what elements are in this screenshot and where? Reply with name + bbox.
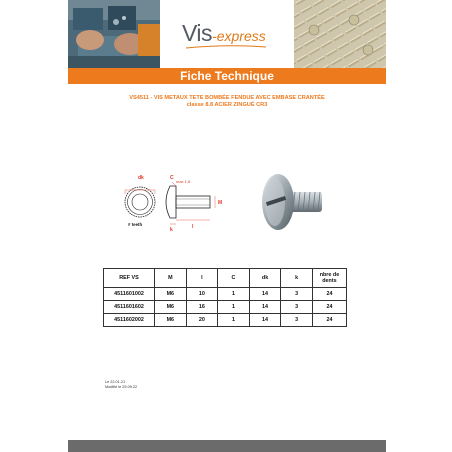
logo-swoosh-icon xyxy=(186,44,266,50)
creation-date: Le 22.01.21 xyxy=(105,380,126,384)
cell-dk: 14 xyxy=(249,314,281,327)
table-row xyxy=(104,301,347,314)
cell-m: M6 xyxy=(155,314,187,327)
side-view-screw xyxy=(166,182,215,224)
label-l: l xyxy=(192,224,194,230)
page-title: Fiche Technique xyxy=(180,69,274,83)
cell-teeth: 24 xyxy=(312,288,346,301)
logo-vis-text: Vis xyxy=(182,20,213,46)
label-teeth: # teeth xyxy=(128,222,143,227)
modified-date: Modifié le 29.09.22 xyxy=(105,385,138,389)
cell-l: 16 xyxy=(186,301,218,314)
label-dk: dk xyxy=(138,175,144,181)
cell-k: 3 xyxy=(281,288,313,301)
cell-c: 1 xyxy=(218,301,250,314)
cell-c: 1 xyxy=(218,314,250,327)
label-c: C xyxy=(170,175,174,181)
cell-teeth: 24 xyxy=(312,314,346,327)
col-k: k xyxy=(281,269,313,288)
label-m: M xyxy=(218,200,223,206)
front-view-serrated-washer xyxy=(125,187,155,217)
label-k: k xyxy=(170,227,173,233)
screws-photo xyxy=(294,0,386,68)
footer-bar xyxy=(68,440,386,452)
cell-c: 1 xyxy=(218,288,250,301)
cell-dk: 14 xyxy=(249,288,281,301)
col-teeth: nbre de dents xyxy=(312,269,346,288)
col-l: l xyxy=(186,269,218,288)
cell-ref: 4511601602 xyxy=(104,301,155,314)
title-bar xyxy=(68,68,386,84)
table-row xyxy=(104,288,347,301)
col-dk: dk xyxy=(249,269,281,288)
product-title: VS4511 - VIS METAUX TETE BOMBÉE FENDUE AVEC EMBASE CRANTÉE xyxy=(129,95,325,101)
col-c: C xyxy=(218,269,250,288)
col-m: M xyxy=(155,269,187,288)
col-ref: REF VS xyxy=(104,269,155,288)
specification-table xyxy=(103,268,347,327)
logo-express-text: -express xyxy=(212,28,266,44)
cell-m: M6 xyxy=(155,288,187,301)
table-row xyxy=(104,314,347,327)
cell-k: 3 xyxy=(281,314,313,327)
cell-l: 20 xyxy=(186,314,218,327)
cell-l: 10 xyxy=(186,288,218,301)
label-max: max 1,6 xyxy=(176,179,191,184)
workshop-photo xyxy=(68,0,160,68)
screw-render-image xyxy=(258,170,326,232)
cell-teeth: 24 xyxy=(312,301,346,314)
cell-ref: 4511601002 xyxy=(104,288,155,301)
cell-ref: 4511602002 xyxy=(104,314,155,327)
table-header-row xyxy=(104,269,347,288)
cell-dk: 14 xyxy=(249,301,281,314)
product-class: classe 8.8 ACIER ZINGUÉ CR3 xyxy=(186,102,268,108)
technical-drawing xyxy=(118,168,238,234)
cell-m: M6 xyxy=(155,301,187,314)
cell-k: 3 xyxy=(281,301,313,314)
